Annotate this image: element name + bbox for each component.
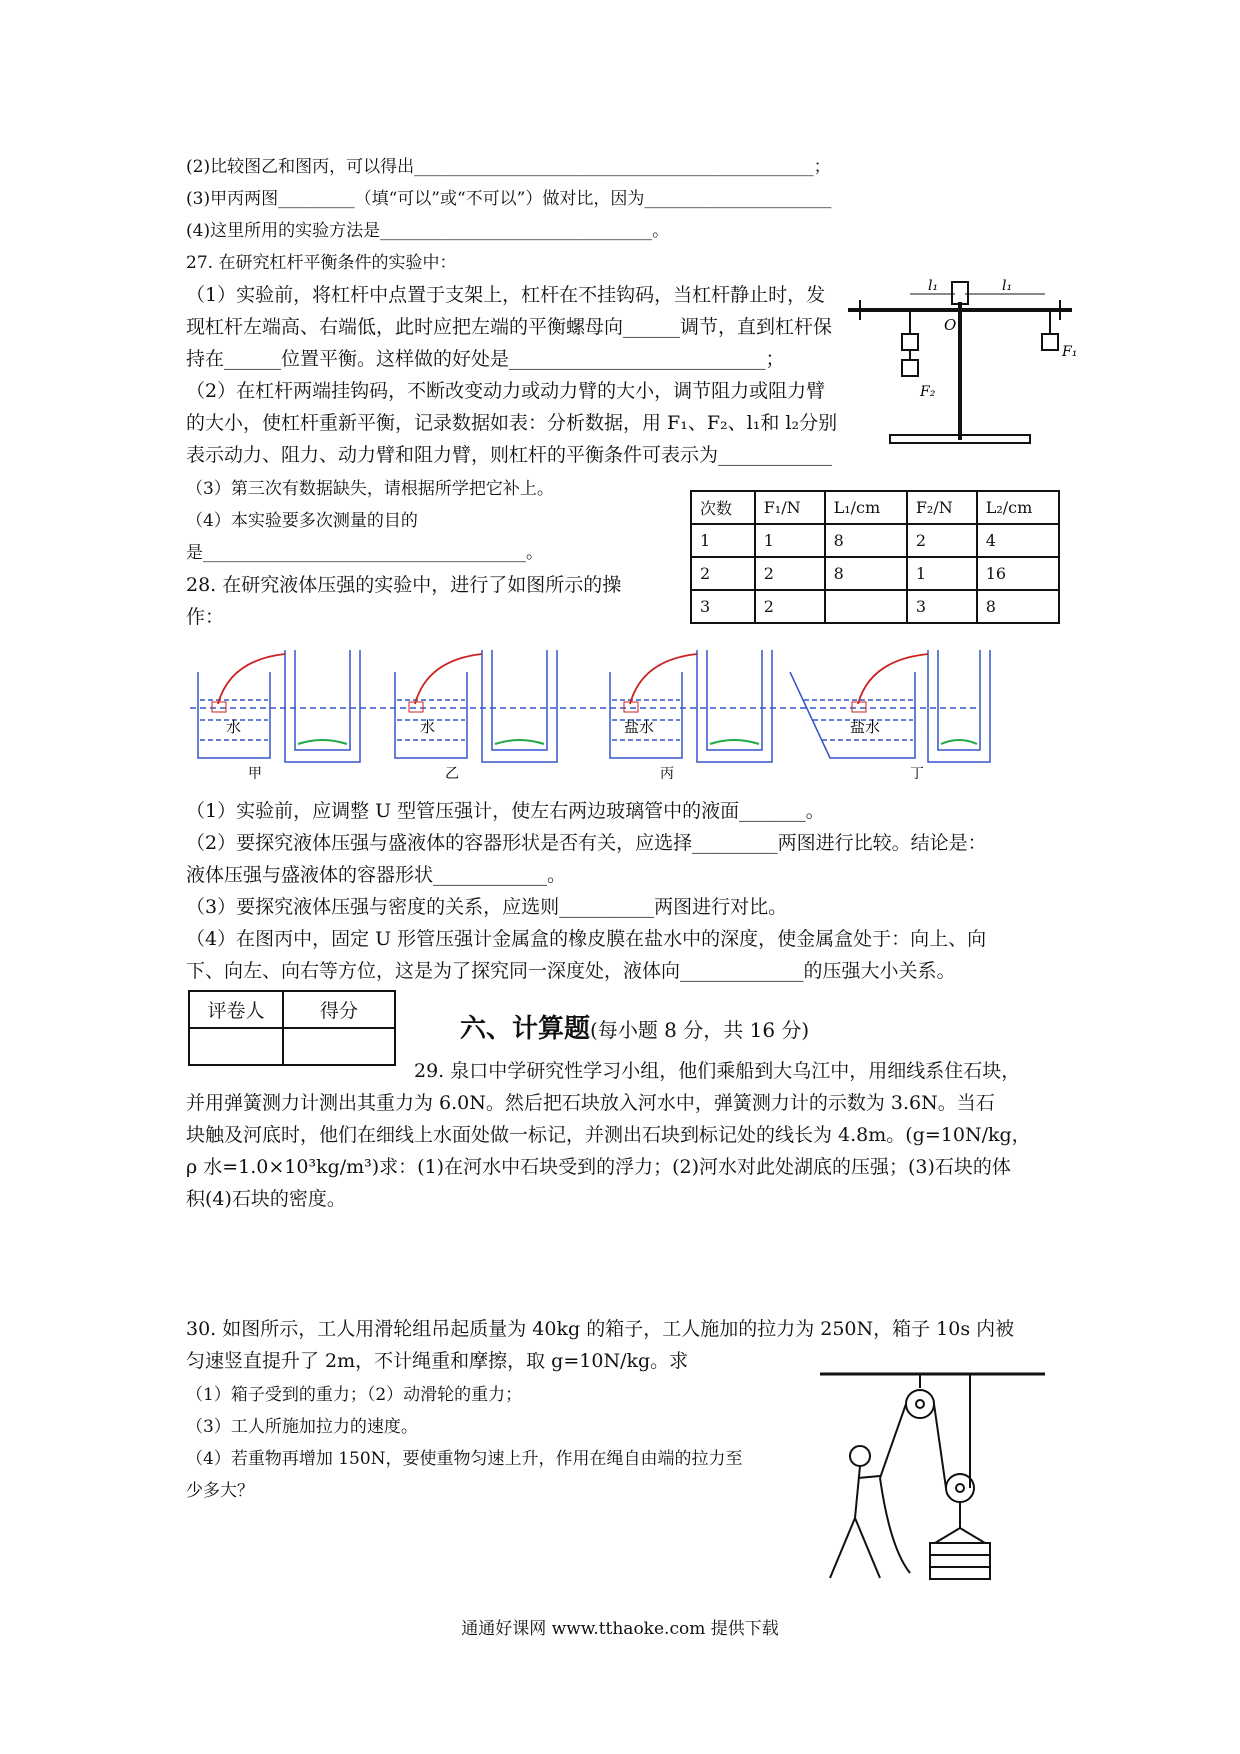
q27-title: 27. 在研究杠杆平衡条件的实验中： <box>186 253 457 273</box>
caption-jia: 甲 <box>248 766 262 780</box>
score-cell-score[interactable] <box>283 1028 395 1065</box>
table-header-cell: F₂/N <box>907 491 977 524</box>
q28-3: （3）要探究液体压强与密度的关系，应选则__________两图进行对比。 <box>186 896 788 918</box>
lever-data-table <box>690 490 1060 624</box>
table-cell: 8 <box>825 524 907 557</box>
table-row <box>691 557 1059 590</box>
lever-label-f2: F₂ <box>920 384 936 400</box>
q30-4-line-a: （4）若重物再增加 150N，要使重物匀速上升，作用在绳自由端的拉力至 <box>186 1449 743 1469</box>
q29-line-b: 并用弹簧测力计测出其重力为 6.0N。然后把石块放入河水中，弹簧测力计的示数为 3.6N。当石 <box>186 1092 995 1114</box>
q26-line-3: (3)甲丙两图_________（填“可以”或“不可以”）做对比，因为______________________ <box>186 189 832 209</box>
lever-figure <box>840 272 1080 452</box>
q27-1-line-b: 现杠杆左端高、右端低，此时应把左端的平衡螺母向______调节，直到杠杆保 <box>186 316 833 338</box>
table-header-row <box>691 491 1059 524</box>
q30-3: （3）工人所施加拉力的速度。 <box>186 1417 418 1437</box>
q30-line-b: 匀速竖直提升了 2m，不计绳重和摩擦，取 g=10N/kg。求 <box>186 1350 689 1372</box>
table-cell: 3 <box>907 590 977 623</box>
q28-4-line-b: 下、向左、向右等方位，这是为了探究同一深度处，液体向_____________的压强大小关系。 <box>186 960 956 982</box>
score-header-grader: 评卷人 <box>189 991 283 1028</box>
table-cell: 1 <box>755 524 825 557</box>
q27-2-line-c: 表示动力、阻力、动力臂和阻力臂，则杠杆的平衡条件可表示为____________ <box>186 444 833 466</box>
table-cell: 3 <box>691 590 755 623</box>
q29-line-c: 块触及河底时，他们在细线上水面处做一标记，并测出石块到标记处的线长为 4.8m。(g=10N/kg， <box>186 1124 1031 1146</box>
liquid-label-3: 盐水 <box>624 718 655 736</box>
table-cell: 2 <box>691 557 755 590</box>
q27-4-line-b: 是______________________________________。 <box>186 543 543 563</box>
liquid-label-2: 水 <box>420 718 436 736</box>
q28-line-a: 28. 在研究液体压强的实验中，进行了如图所示的操 <box>186 574 622 596</box>
q29-line-d: ρ 水=1.0×10³kg/m³)求：(1)在河水中石块受到的浮力；(2)河水对此处湖底的压强；(3)石块的体 <box>186 1156 1011 1178</box>
lever-label-l2: l₁ <box>1002 278 1013 294</box>
q26-line-2: (2)比较图乙和图丙，可以得出_______________________________________________； <box>186 157 831 177</box>
q27-2-line-a: （2）在杠杆两端挂钩码，不断改变动力或动力臂的大小，调节阻力或阻力臂 <box>186 380 826 402</box>
table-header-cell: 次数 <box>691 491 755 524</box>
q28-2-line-b: 液体压强与盛液体的容器形状____________。 <box>186 864 567 886</box>
q27-4-line-a: （4）本实验要多次测量的目的 <box>186 511 418 531</box>
q28-line-b: 作： <box>186 606 225 628</box>
q27-1-line-a: （1）实验前，将杠杆中点置于支架上，杠杆在不挂钩码，当杠杆静止时，发 <box>186 284 826 306</box>
q29-line-a: 29. 泉口中学研究性学习小组，他们乘船到大乌江中，用细线系住石块， <box>414 1060 1021 1082</box>
pressure-figure <box>190 640 1010 780</box>
table-cell: 1 <box>907 557 977 590</box>
table-header-cell: F₁/N <box>755 491 825 524</box>
score-cell-grader[interactable] <box>189 1028 283 1065</box>
table-cell: 8 <box>977 590 1059 623</box>
q30-line-a: 30. 如图所示，工人用滑轮组吊起质量为 40kg 的箱子，工人施加的拉力为 250N，箱子 10s 内被 <box>186 1318 1015 1340</box>
q30-1: （1）箱子受到的重力；（2）动滑轮的重力； <box>186 1385 523 1405</box>
table-cell: 8 <box>825 557 907 590</box>
table-cell: 16 <box>977 557 1059 590</box>
lever-label-l1: l₁ <box>928 278 939 294</box>
caption-ding: 丁 <box>910 766 924 780</box>
liquid-label-4: 盐水 <box>850 718 881 736</box>
table-cell <box>825 590 907 623</box>
table-cell: 1 <box>691 524 755 557</box>
table-row <box>691 524 1059 557</box>
page-footer: 通通好课网 www.tthaoke.com 提供下载 <box>461 1619 779 1639</box>
caption-yi: 乙 <box>445 766 459 780</box>
lever-label-f1: F₁ <box>1062 344 1078 360</box>
liquid-label-1: 水 <box>226 718 242 736</box>
q28-4-line-a: （4）在图丙中，固定 U 形管压强计金属盒的橡皮膜在盐水中的深度，使金属盒处于：向上、向 <box>186 928 987 950</box>
q28-2-line-a: （2）要探究液体压强与盛液体的容器形状是否有关，应选择_________两图进行比较。结论是： <box>186 832 987 854</box>
table-cell: 2 <box>755 557 825 590</box>
pulley-figure <box>800 1368 1050 1588</box>
table-header-cell: L₁/cm <box>825 491 907 524</box>
q29-line-e: 积(4)石块的密度。 <box>186 1188 346 1210</box>
table-header-cell: L₂/cm <box>977 491 1059 524</box>
table-row <box>691 590 1059 623</box>
q26-line-4: (4)这里所用的实验方法是________________________________。 <box>186 221 670 241</box>
section-subtitle: (每小题 8 分，共 16 分) <box>590 1018 810 1042</box>
lever-label-o: O <box>944 316 957 334</box>
score-header-score: 得分 <box>283 991 395 1028</box>
q28-1: （1）实验前，应调整 U 型管压强计，使左右两边玻璃管中的液面_______。 <box>186 800 825 822</box>
score-table <box>188 990 396 1066</box>
q27-1-line-c: 持在______位置平衡。这样做的好处是___________________________； <box>186 348 785 370</box>
section-heading <box>460 1008 809 1045</box>
section-title: 六、计算题 <box>460 1014 591 1044</box>
q30-4-line-b: 少多大？ <box>186 1481 254 1501</box>
table-cell: 2 <box>907 524 977 557</box>
table-cell: 2 <box>755 590 825 623</box>
q27-2-line-b: 的大小，使杠杆重新平衡，记录数据如表：分析数据，用 F₁、F₂、l₁和 l₂分别 <box>186 412 838 434</box>
q27-3: （3）第三次有数据缺失，请根据所学把它补上。 <box>186 479 554 499</box>
caption-bing: 丙 <box>660 766 674 780</box>
table-cell: 4 <box>977 524 1059 557</box>
